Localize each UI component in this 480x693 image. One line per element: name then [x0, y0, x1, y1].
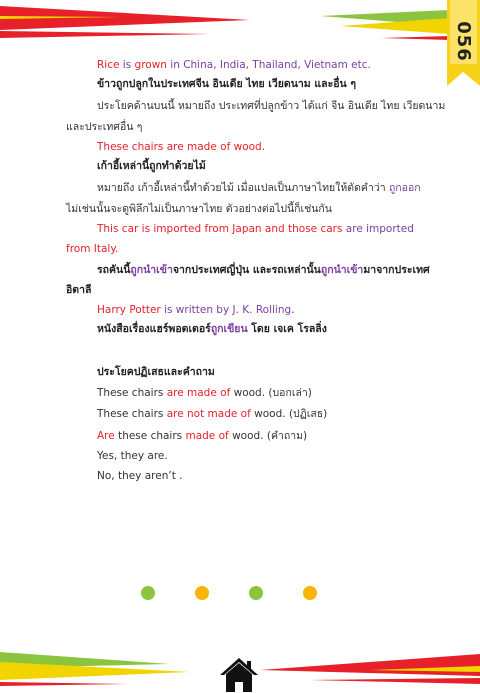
example-1-thai: ข้าวถูกปลูกในประเทศจีน อินเดีย ไทย เวียดนาม และอื่น ๆ: [97, 78, 356, 90]
section-title: ประโยคปฏิเสธและคำถาม: [97, 366, 215, 378]
answer-no: No, they aren’t .: [97, 470, 183, 482]
example-3-english-line-2: from Italy.: [66, 243, 119, 255]
sentence-negative: These chairs are not made of wood. (ปฏิเสธ): [97, 408, 328, 420]
example-3-thai-line-2: อิตาลี: [66, 284, 92, 296]
green-dot-2: [249, 586, 263, 600]
sentence-question: Are these chairs made of wood. (คำถาม): [97, 430, 308, 442]
sentence-affirmative: These chairs are made of wood. (บอกเล่า): [97, 387, 312, 399]
orange-dot-2: [303, 586, 317, 600]
green-dot-1: [141, 586, 155, 600]
example-1-explanation-line-1: ประโยคด้านบนนี้ หมายถึง ประเทศที่ปลูกข้าว ได้แก่ จีน อินเดีย ไทย เวียดนาม: [97, 100, 446, 112]
example-4-english: Harry Potter is written by J. K. Rolling.: [97, 304, 295, 316]
home-icon[interactable]: [219, 657, 259, 693]
example-3-english-line-1: This car is imported from Japan and those cars are imported: [97, 223, 414, 235]
top-right-stripes: [300, 0, 450, 50]
bottom-right-stripes: [250, 648, 480, 693]
example-2-english: These chairs are made of wood.: [97, 141, 266, 153]
example-2-explanation-line-1: หมายถึง เก้าอี้เหล่านี้ทำด้วยไม้ เมื่อแปลเป็นภาษาไทยให้ตัดคำว่า ถูกออก: [97, 182, 421, 194]
orange-dot-1: [195, 586, 209, 600]
top-left-stripes: [0, 0, 260, 50]
example-3-thai-line-1: รถคันนี้ถูกนำเข้าจากประเทศญี่ปุ่น และรถเหล่านั้นถูกนำเข้ามาจากประเทศ: [97, 264, 430, 276]
page-number: 056: [453, 20, 475, 62]
answer-yes: Yes, they are.: [97, 450, 168, 462]
example-1-explanation-line-2: และประเทศอื่น ๆ: [66, 121, 143, 133]
example-1-english: Rice is grown in China, India, Thailand, Vietnam etc.: [97, 59, 371, 71]
example-2-explanation-line-2: ไม่เช่นนั้นจะดูพิลึกไม่เป็นภาษาไทย ตัวอย่างต่อไปนี้ก็เช่นกัน: [66, 203, 332, 215]
example-4-thai: หนังสือเรื่องแฮร์พอตเตอร์ถูกเขียน โดย เจเค โรลลิ่ง: [97, 323, 327, 335]
example-2-thai: เก้าอี้เหล่านี้ถูกทำด้วยไม้: [97, 160, 206, 172]
bottom-left-stripes: [0, 650, 200, 690]
